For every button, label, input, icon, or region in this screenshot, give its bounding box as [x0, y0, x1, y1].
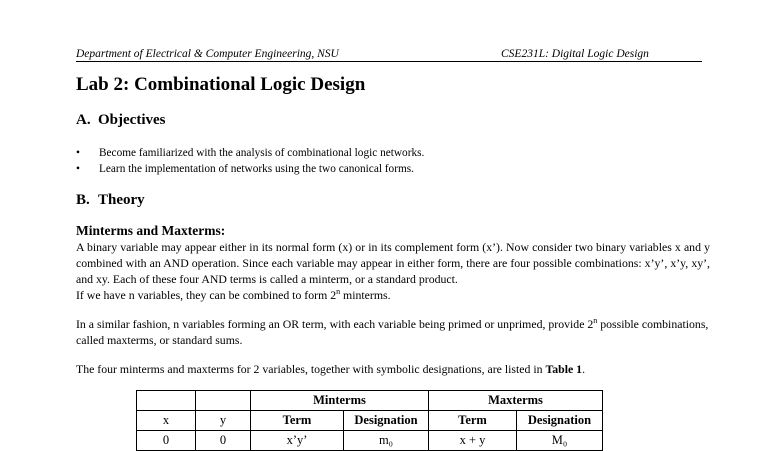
objectives-title: Objectives: [98, 112, 166, 128]
minterms-count-line: [76, 287, 710, 303]
cell-minterm-term: x’y’: [251, 431, 344, 451]
cell-maxterm-designation: M₀: [517, 431, 603, 451]
minterms-paragraph: [76, 239, 710, 303]
col-header-minterm-term: Term: [251, 411, 344, 431]
theory-letter: B.: [76, 192, 90, 208]
objectives-list: [76, 145, 424, 177]
objective-item: • Become familiarized with the analysis of combinational logic networks.: [76, 145, 424, 161]
minterms-count-after: minterms.: [340, 288, 391, 302]
minterms-exponent: n: [336, 287, 341, 297]
maxterms-text: [76, 316, 710, 348]
col-header-minterm-designation: Designation: [344, 411, 429, 431]
minterms-count-before: If we have n variables, they can be combined to form 2: [76, 288, 337, 302]
table-column-header-row: [137, 411, 603, 431]
cell-y: 0: [196, 431, 251, 451]
maxterms-group-header: Maxterms: [429, 391, 603, 411]
table-intro-text: [76, 361, 710, 377]
cell-maxterm-term: x + y: [429, 431, 517, 451]
table-intro-before: The four minterms and maxterms for 2 variables, together with symbolic designations, are listed in: [76, 362, 546, 376]
maxterms-paragraph: [76, 316, 710, 348]
theory-heading: [76, 191, 145, 209]
minterms-text: A binary variable may appear either in its normal form (x) or in its complement form (x’). Now consider two binary variables x and y combined with an AND operation. Since each variable may appear in either form, there are four possible combinations: x’y’, x’y, xy’, and xy. Each of these four AND terms is called a minterm, or a standard product.: [76, 240, 710, 286]
objectives-heading: [76, 111, 165, 129]
maxterms-text-after: possible combinations, called maxterms, or standard sums.: [76, 317, 709, 347]
table-intro-after: .: [582, 362, 586, 376]
table-intro-paragraph: [76, 361, 710, 377]
table-reference: Table 1: [545, 362, 583, 376]
theory-title: Theory: [98, 192, 145, 208]
col-header-maxterm-designation: Designation: [517, 411, 603, 431]
maxterms-text-before: In a similar fashion, n variables forming an OR term, with each variable being primed or unprimed, provide 2: [76, 317, 594, 331]
col-header-x: x: [137, 411, 196, 431]
cell-x: 0: [137, 431, 196, 451]
minterms-group-header: Minterms: [251, 391, 429, 411]
col-header-y: y: [196, 411, 251, 431]
maxterms-exponent: n: [593, 316, 598, 326]
header-department: Department of Electrical & Computer Engineering, NSU: [76, 48, 339, 60]
table-empty-cell: [196, 391, 251, 411]
page-header: [76, 47, 702, 62]
page-title: Lab 2: Combinational Logic Design: [76, 74, 366, 95]
cell-minterm-designation: m₀: [344, 431, 429, 451]
col-header-maxterm-term: Term: [429, 411, 517, 431]
minterms-maxterms-subheading: Minterms and Maxterms:: [76, 223, 226, 238]
header-course: CSE231L: Digital Logic Design: [501, 48, 649, 60]
minterms-maxterms-table: [136, 390, 603, 451]
objective-item: • Learn the implementation of networks using the two canonical forms.: [76, 161, 424, 177]
table-group-header-row: [137, 391, 603, 411]
table-empty-cell: [137, 391, 196, 411]
objectives-letter: A.: [76, 112, 91, 128]
